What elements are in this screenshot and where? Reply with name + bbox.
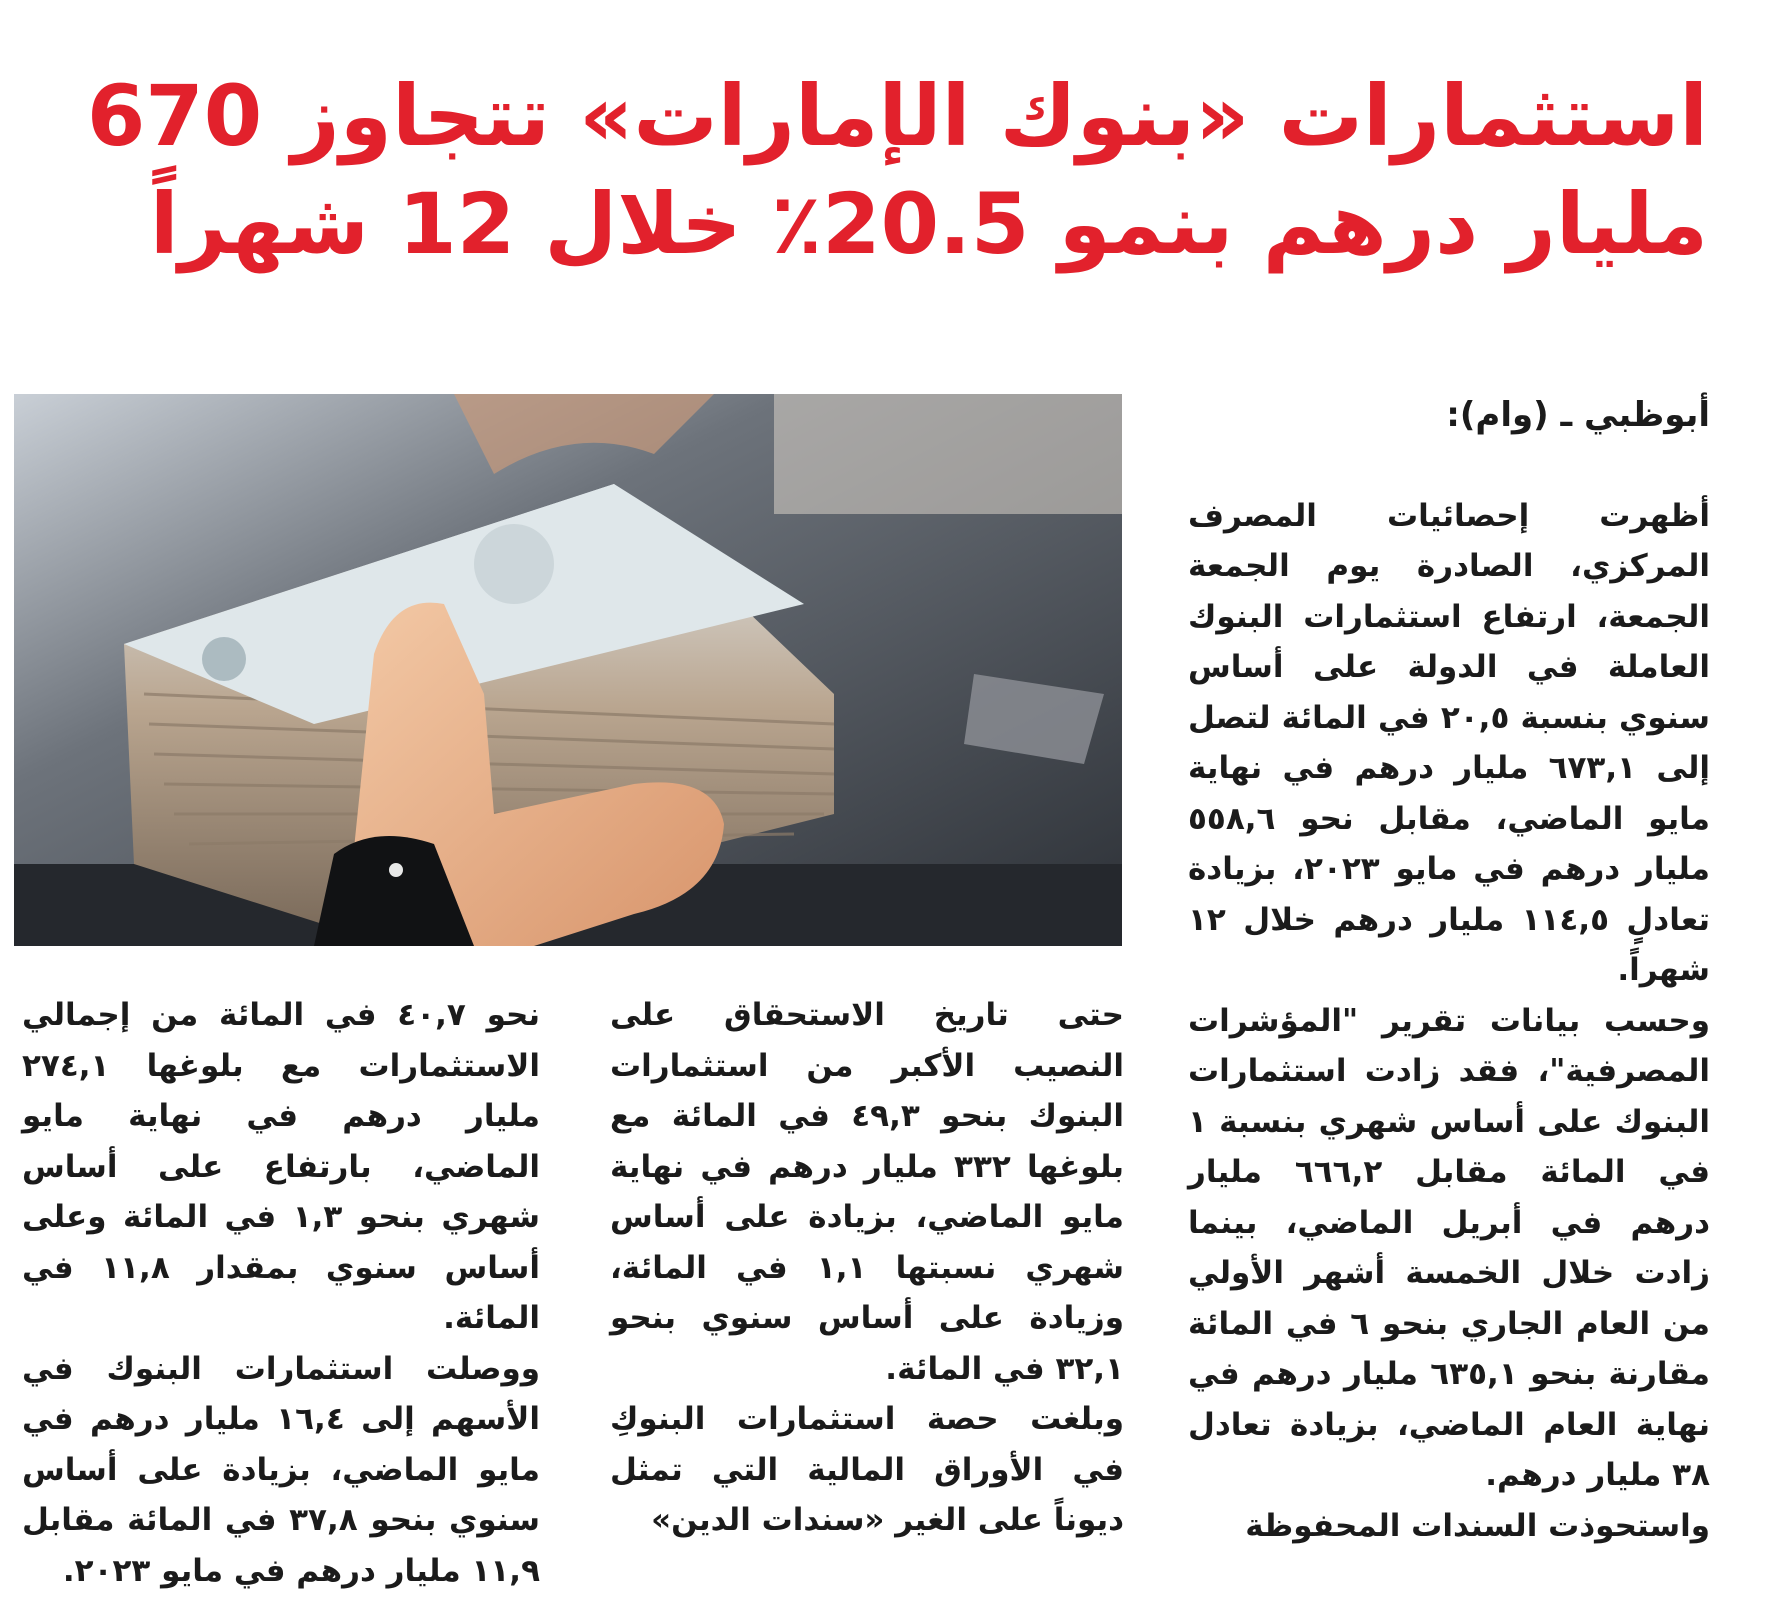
paragraph: واستحوذت السندات المحفوظة <box>1245 1507 1710 1544</box>
paragraph: ووصلت استثمارات البنوك في الأسهم إلى ١٦,٤ مليار درهم في مايو الماضي، بزيادة على أساس سنوي بنحو ٣٧,٨ في المائة مقابل ١١,٩ مليار درهم في مايو ٢٠٢٣. <box>22 1350 541 1589</box>
article-column-3 <box>22 990 540 1596</box>
paragraph: وبلغت حصة استثمارات البنوكِ في الأوراق المالية التي تمثل ديوناً على الغير «سندات الدين» <box>610 1401 1124 1538</box>
paragraph: نحو ٤٠,٧ في المائة من إجمالي الاستثمارات مع بلوغها ٢٧٤,١ مليار درهم في نهاية مايو الماضي، بارتفاع على أساس شهري بنحو ١,٣ في المائة وعلى أساس سنوي بمقدار ١١,٨ في المائة. <box>22 997 540 1336</box>
dateline: أبوظبي ـ (وام): <box>1446 395 1710 435</box>
headline-line-2: مليار درهم بنمو 20.5٪ خلال 12 شهراً <box>149 175 1708 273</box>
paragraph: وحسب بيانات تقرير "المؤشرات المصرفية"، فقد زادت استثمارات البنوك على أساس شهري بنسبة ١ في المائة مقابل ٦٦٦,٢ مليار درهم في أبريل الماضي، بينما زادت خلال الخمسة أشهر الأولي من العام الجاري بنحو ٦ في المائة مقارنة بنحو ٦٣٥,١ مليار درهم في نهاية العام الماضي، بزيادة تعادل ٣٨ مليار درهم. <box>1188 1002 1710 1493</box>
article-photo-money-stack <box>14 394 1122 946</box>
banknotes-illustration <box>14 394 1122 946</box>
paragraph: حتى تاريخ الاستحقاق على النصيب الأكبر من استثمارات البنوك بنحو ٤٩,٣ في المائة مع بلوغها ٣٣٢ مليار درهم في نهاية مايو الماضي، بزيادة على أساس شهري نسبتها ١,١ في المائة، وزيادة على أساس سنوي بنحو ٣٢,١ في المائة. <box>610 997 1124 1387</box>
article-column-1 <box>1188 390 1710 1551</box>
headline <box>86 62 1708 278</box>
headline-line-1: استثمارات «بنوك الإمارات» تتجاوز 670 <box>86 67 1708 165</box>
article-column-2 <box>610 990 1124 1546</box>
paragraph: أظهرت إحصائيات المصرف المركزي، الصادرة يوم الجمعة الجمعة، ارتفاع استثمارات البنوك العاملة في الدولة على أساس سنوي بنسبة ٢٠,٥ في المائة لتصل إلى ٦٧٣,١ مليار درهم في نهاية مايو الماضي، مقابل نحو ٥٥٨,٦ مليار درهم في مايو ٢٠٢٣، بزيادة تعادلٍ ١١٤,٥ مليار درهم خلال ١٢ شهراً. <box>1188 497 1711 988</box>
